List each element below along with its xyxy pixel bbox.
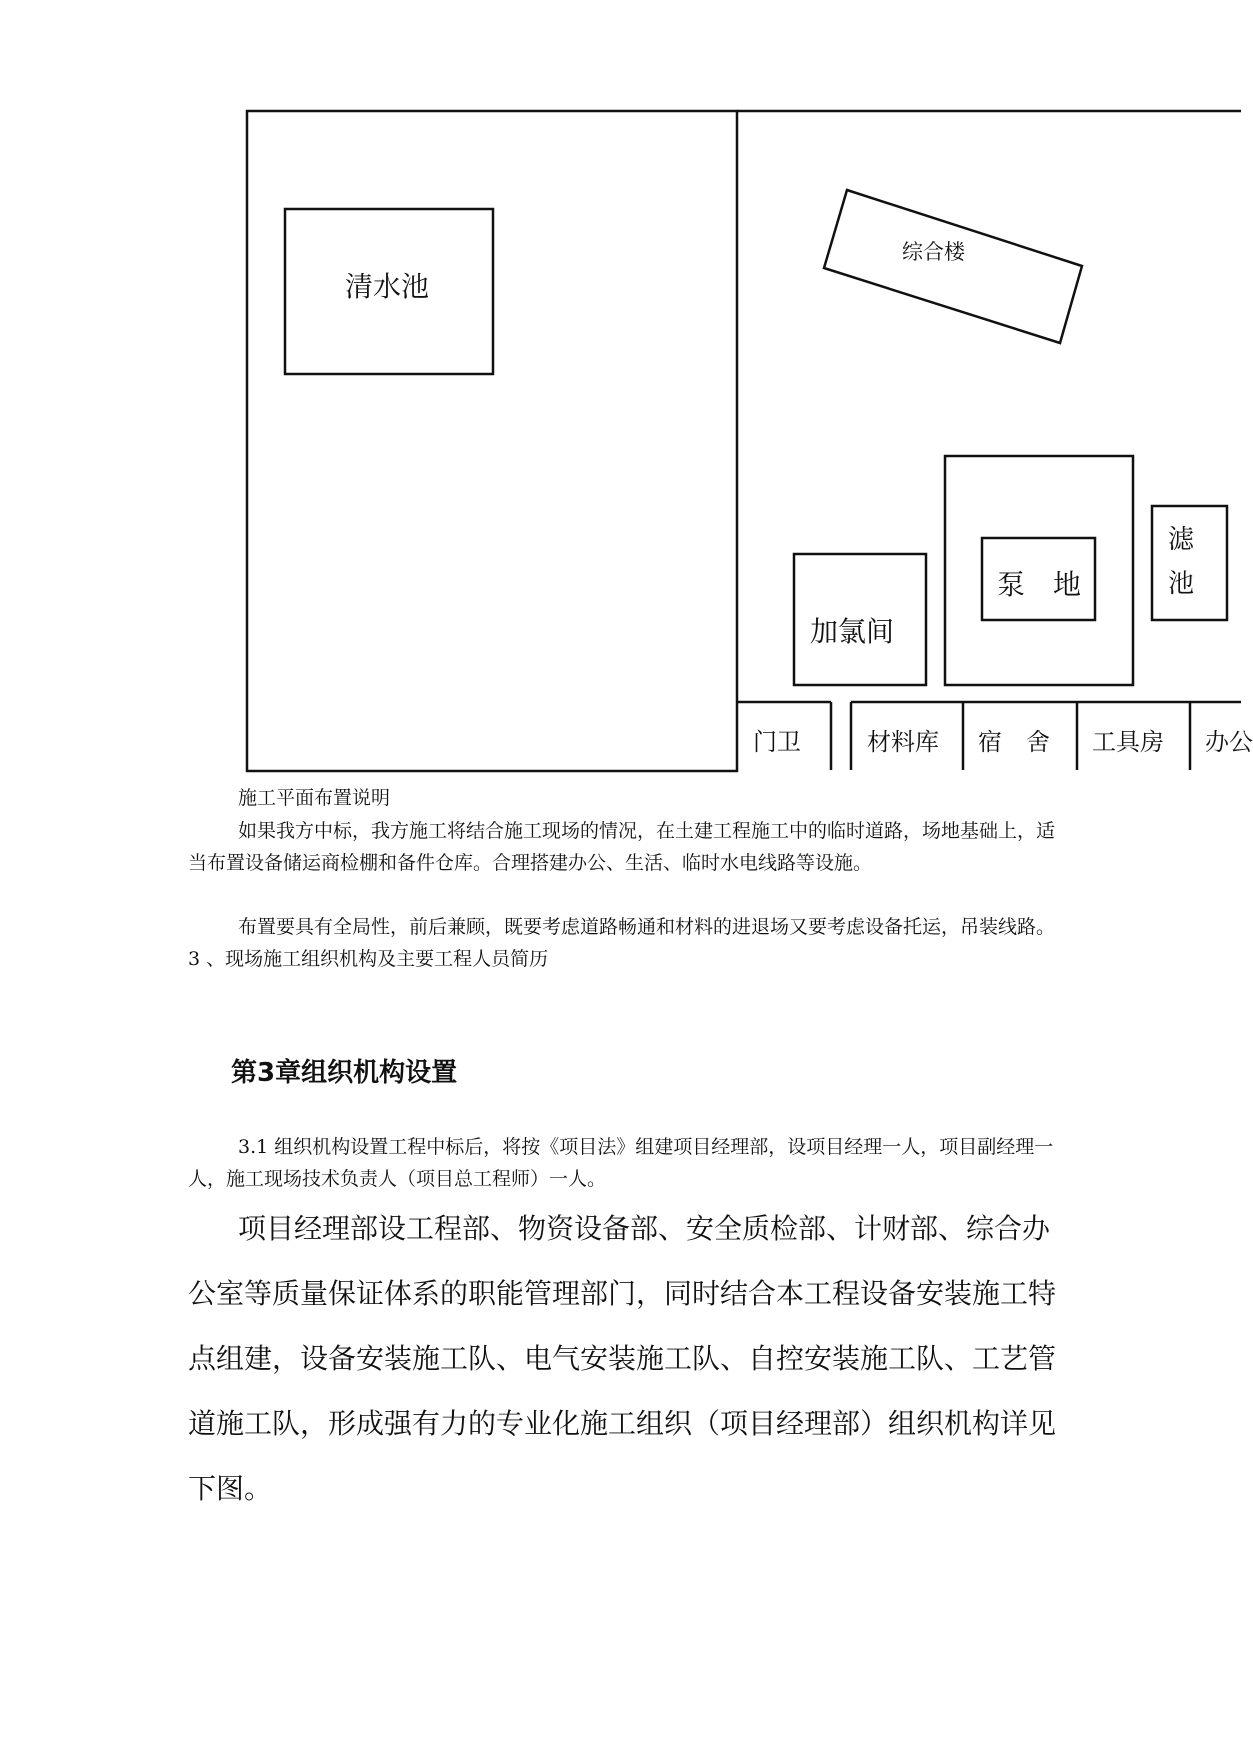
clear-water-pool-label: 清水池: [345, 270, 430, 303]
site-plan-drawing: [0, 0, 1241, 770]
office-building-label: 综合楼: [902, 240, 965, 264]
chapter-paragraph-2: 项目经理部设工程部、物资设备部、安全质检部、计财部、综合办公室等质量保证体系的职能管理部门，同时结合本工程设备安装施工特点组建，设备安装施工队、电气安装施工队、自控安装施工队、工艺管道施工队，形成强有力的专业化施工组织（项目经理部）组织机构详见下图。: [188, 1212, 1057, 1505]
filter-pool-label: [1161, 518, 1201, 606]
layout-notes-paragraph-2: 布置要具有全局性，前后兼顾，既要考虑道路畅通和材料的进退场又要考虑设备托运，吊装线路。 3 、现场施工组织机构及主要工程人员简历: [188, 916, 1056, 970]
office-label: 办公: [1205, 728, 1253, 756]
chlorination-room-label: 加氯间: [810, 615, 895, 648]
pump-station-label: 泵 地: [997, 568, 1082, 601]
material-store-label: 材料库: [867, 728, 939, 756]
dormitory-label: 宿 舍: [978, 728, 1050, 756]
office-building-box: [824, 190, 1082, 343]
chapter-paragraph-1: 3.1 组织机构设置工程中标后，将按《项目法》组建项目经理部，设项目经理一人，项目副经理一人，施工现场技术负责人（项目总工程师）一人。: [188, 1136, 1054, 1190]
filter-pool-char-2: 池: [1167, 569, 1194, 599]
chapter-heading: 第3章组织机构设置: [231, 1058, 458, 1088]
filter-pool-char-1: 滤: [1167, 525, 1194, 555]
tool-room-label: 工具房: [1092, 728, 1164, 756]
layout-notes-title: 施工平面布置说明: [238, 787, 391, 809]
gatehouse-label: 门卫: [753, 728, 801, 756]
layout-notes-paragraph-1: 如果我方中标，我方施工将结合施工现场的情况，在土建工程施工中的临时道路，场地基础上，适当布置设备储运商检棚和备件仓库。合理搭建办公、生活、临时水电线路等设施。: [188, 820, 1056, 874]
